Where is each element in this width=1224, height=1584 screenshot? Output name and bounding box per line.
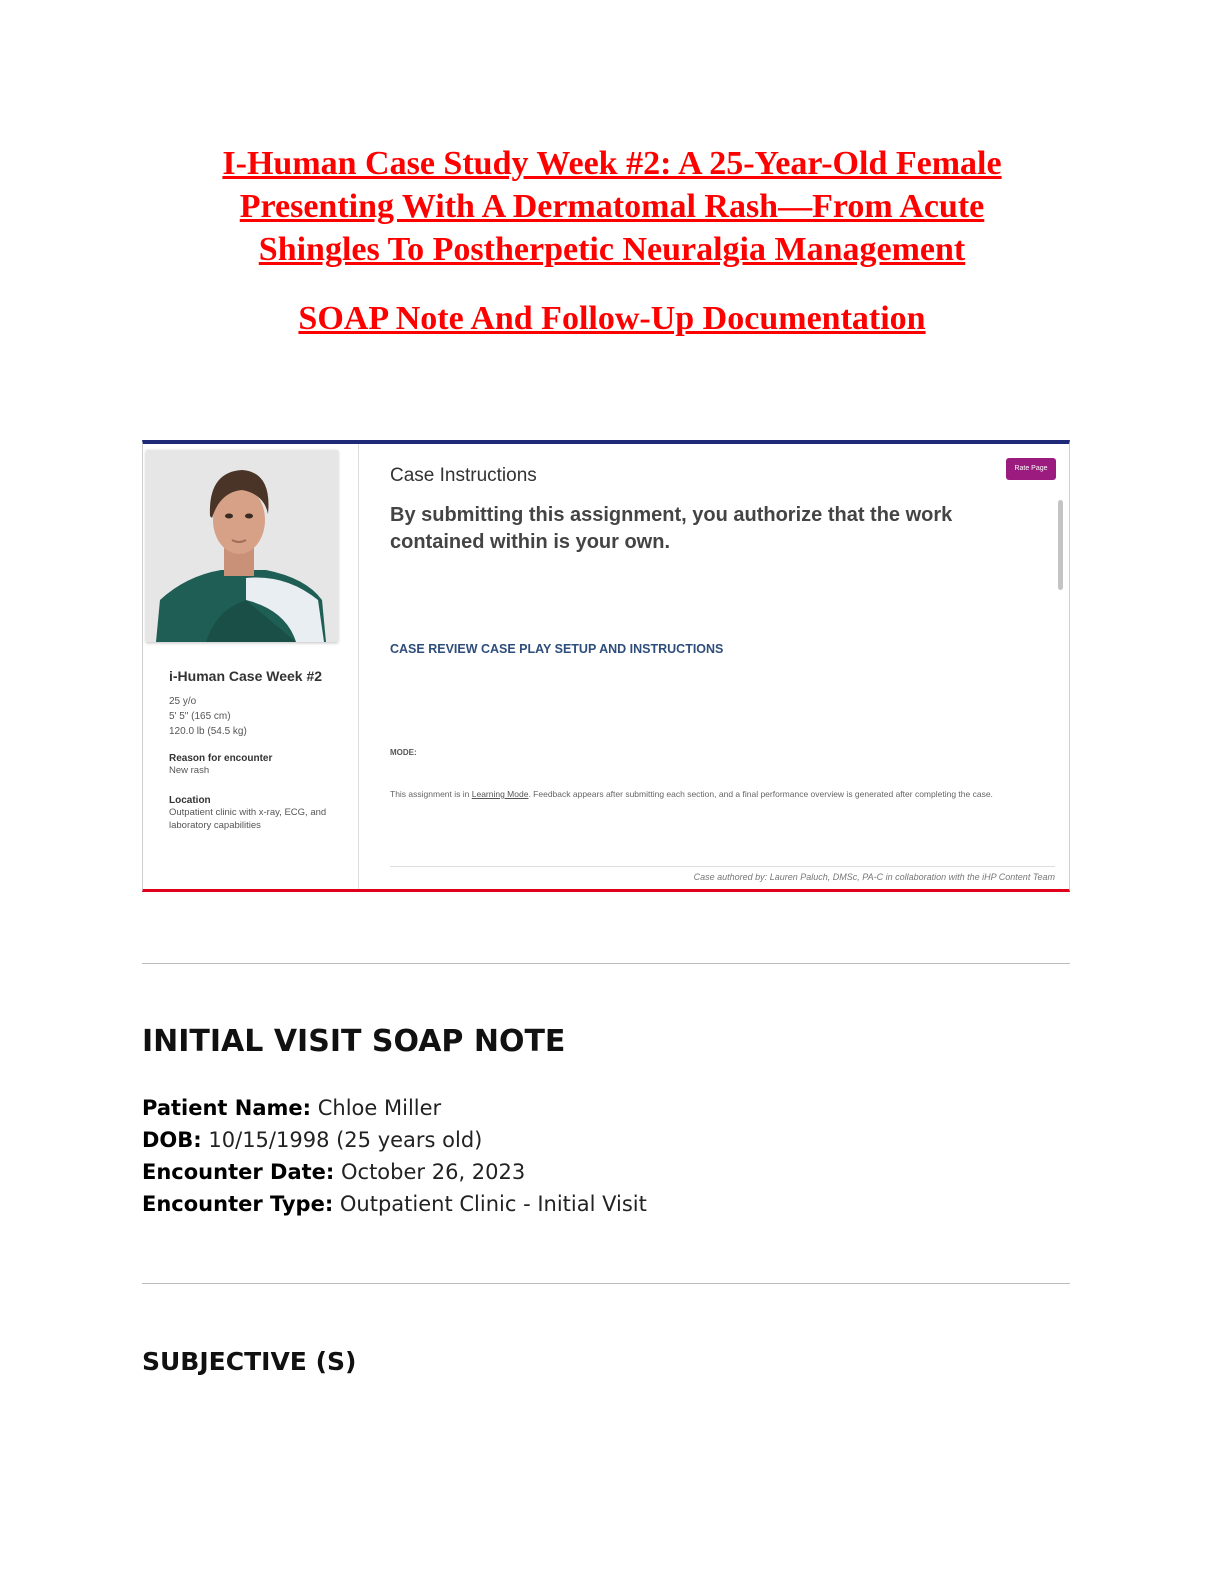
location-label: Location: [169, 795, 211, 806]
mode-suffix: . Feedback appears after submitting each section, and a final performance overview is generated after completing the case.: [528, 789, 993, 799]
scrollbar[interactable]: [1058, 500, 1063, 590]
info-value: 10/15/1998 (25 years old): [208, 1128, 483, 1152]
soap-heading: INITIAL VISIT SOAP NOTE: [142, 1024, 566, 1059]
instructions-panel: [359, 444, 1065, 889]
document-title: [130, 142, 1094, 271]
title-line-3: Shingles To Postherpetic Neuralgia Management: [258, 231, 966, 268]
reason-value: New rash: [169, 765, 210, 776]
case-name: i-Human Case Week #2: [169, 668, 323, 684]
mode-prefix: This assignment is in: [390, 789, 472, 799]
learning-mode-link[interactable]: Learning Mode: [471, 789, 529, 799]
instructions-body: By submitting this assignment, you authorize that the work contained within is your own.: [390, 504, 953, 553]
info-label: Encounter Type:: [142, 1192, 334, 1216]
info-label: Patient Name:: [142, 1096, 312, 1120]
location-value: Outpatient clinic with x-ray, ECG, and laboratory capabilities: [169, 807, 327, 831]
subjective-heading: SUBJECTIVE (S): [142, 1347, 357, 1376]
patient-age: 25 y/o: [169, 696, 197, 707]
author-credit: Case authored by: Lauren Paluch, DMSc, PA-C in collaboration with the iHP Content Team: [693, 872, 1055, 882]
location-section: [169, 795, 349, 832]
info-value: Outpatient Clinic - Initial Visit: [339, 1192, 647, 1216]
info-label: DOB:: [142, 1128, 202, 1152]
divider: [142, 963, 1070, 964]
title-line-2: Presenting With A Dermatomal Rash—From Acute: [239, 188, 985, 225]
info-value: October 26, 2023: [341, 1160, 526, 1184]
patient-info: [142, 1092, 647, 1220]
reason-label: Reason for encounter: [169, 753, 273, 764]
patient-panel: [143, 444, 359, 889]
reason-section: [169, 753, 349, 777]
info-row-patient-name: [142, 1092, 647, 1124]
patient-height: 5' 5" (165 cm): [169, 711, 231, 722]
info-row-dob: [142, 1124, 647, 1156]
instructions-title: Case Instructions: [390, 465, 537, 486]
info-row-encounter-type: [142, 1188, 647, 1220]
patient-vitals: [169, 694, 247, 739]
info-row-encounter-date: [142, 1156, 647, 1188]
review-heading: CASE REVIEW CASE PLAY SETUP AND INSTRUCTIONS: [390, 642, 724, 656]
document-subtitle: SOAP Note And Follow-Up Documentation: [298, 300, 926, 337]
divider: [142, 1283, 1070, 1284]
mode-text: [390, 781, 1040, 808]
info-label: Encounter Date:: [142, 1160, 335, 1184]
mode-label: MODE:: [390, 748, 417, 757]
embedded-case-screenshot: [142, 440, 1070, 892]
rate-page-button[interactable]: Rate Page: [1006, 458, 1056, 480]
info-value: Chloe Miller: [317, 1096, 442, 1120]
divider: [390, 866, 1055, 867]
title-line-1: I-Human Case Study Week #2: A 25-Year-Old Female: [222, 145, 1002, 182]
document-title-block: [130, 142, 1094, 340]
patient-weight: 120.0 lb (54.5 kg): [169, 726, 247, 737]
patient-avatar: [146, 450, 338, 642]
